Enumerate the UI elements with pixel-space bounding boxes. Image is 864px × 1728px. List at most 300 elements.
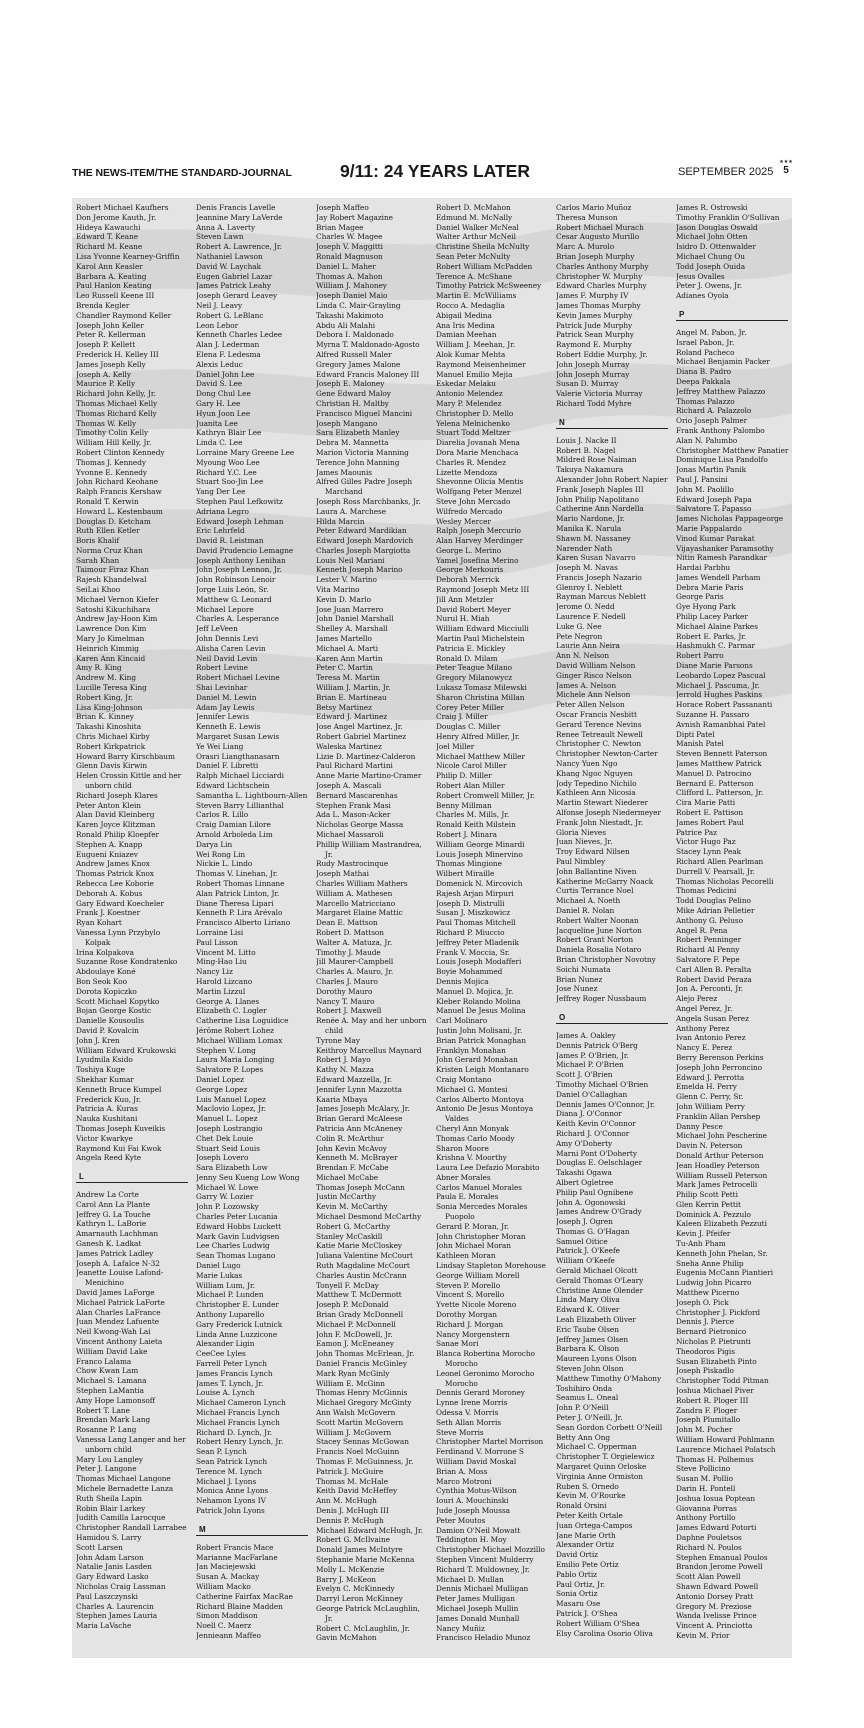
victim-name: George Lopez (196, 1084, 248, 1094)
victim-name: Dennis James O'Connor, Jr. (556, 1099, 655, 1109)
victim-name: John P. Lozowsky (196, 1202, 259, 1212)
victim-name: John Kevin McAvoy (316, 1143, 387, 1153)
victim-name: Timothy Colin Kelly (76, 428, 149, 438)
victim-name: Harold Lizcano (196, 976, 253, 986)
victim-name: Martin Paul Michelstein (436, 634, 525, 644)
victim-name: Deepa Pakkala (676, 376, 731, 386)
victim-name: Paul Laszczynski (76, 1591, 138, 1601)
victim-name: Marie Lukas (196, 1270, 243, 1280)
victim-name: Jacqueline June Norton (556, 925, 642, 935)
victim-name: Stephen Frank Masi (316, 800, 391, 810)
victim-name: Patrice Paz (676, 827, 717, 837)
victim-name: Leobardo Lopez Pascual (676, 670, 766, 680)
victim-name: Sean Peter McNulty (436, 251, 511, 261)
victim-name: Jennifer Lewis (196, 712, 249, 722)
victim-name: Pablo Ortiz (556, 1569, 597, 1579)
victim-name: Phillip William Mastrandrea, (316, 839, 422, 849)
victim-name: Deborah A. Kobus (76, 888, 143, 898)
victim-name: Jose Angel Martinez, Jr. (316, 722, 403, 732)
victim-name: John Richard Keohane (76, 477, 159, 487)
victim-name: Damian Meehan (436, 330, 497, 340)
victim-name: Marni Pont O'Doherty (556, 1148, 637, 1158)
victim-name: Hardai Parbhu (676, 563, 731, 573)
victim-name: Marcello Matricciano (316, 898, 396, 908)
section-rule (556, 428, 668, 429)
victim-name: Jane Marie Orth (556, 1530, 616, 1540)
victim-name: Edward K. Oliver (556, 1305, 620, 1315)
victim-name: William Lum, Jr. (196, 1280, 255, 1290)
victim-name: Joseph O. Pick (676, 1297, 729, 1307)
victim-name: Ralph Joseph Mercurio (436, 526, 521, 536)
victim-name: Edmund M. McNally (436, 212, 513, 222)
victim-name: Alan Harvey Merdinger (436, 536, 524, 546)
victim-name: Thomas J. Kennedy (76, 457, 146, 467)
victim-name: Marc A. Murolo (556, 242, 615, 252)
victim-name: Justin McCarthy (316, 1192, 377, 1202)
victim-name: Dorota Kopiczko (76, 986, 137, 996)
victim-name: Angela Susan Perez (676, 1013, 749, 1023)
victim-name: Michael P. O'Brien (556, 1060, 624, 1070)
victim-name: Manuel D. Patrocino (676, 768, 752, 778)
victim-name: Wei Rong Lin (196, 849, 246, 859)
victim-name: Andrew James Knox (76, 859, 150, 869)
victim-name: Alfred Russell Maler (316, 349, 392, 359)
victim-name: Michael Cameron Lynch (196, 1398, 286, 1408)
victim-name: James Wendell Parham (676, 572, 761, 582)
victim-name: Joshua Iosua Poptean (676, 1493, 756, 1503)
victim-name-continuation: Kolpak (85, 937, 111, 947)
victim-name: Terence John Manning (316, 457, 400, 467)
victim-name: Michael A. Marti (316, 643, 378, 653)
victim-name: Joseph A. Mascali (316, 781, 382, 791)
victim-name: Francisco Heladio Munoz (436, 1633, 531, 1643)
victim-name: Jennifer Lynn Mazzotta (316, 1084, 402, 1094)
victim-name: Jon A. Perconti, Jr. (676, 984, 744, 994)
victim-name: Robert Levine (196, 663, 248, 673)
victim-name: Denis Francis Lavelle (196, 203, 276, 212)
victim-name: Thomas Pedicini (676, 886, 737, 896)
victim-name: Emelda H. Perry (676, 1082, 737, 1092)
victim-name: Betty Ann Ong (556, 1432, 611, 1442)
victim-name: John F. McDowell, Jr. (316, 1329, 393, 1339)
victim-name: Isidro D. Ottenwalder (676, 242, 756, 252)
victim-name: Robert Gabriel Martinez (316, 732, 407, 742)
victim-name: Andrew Jay-Hoon Kim (76, 614, 158, 624)
victim-name: Marion Victoria Manning (316, 447, 409, 457)
victim-name: Kathy N. Mazza (316, 1065, 374, 1075)
victim-name: John Thomas McErlean, Jr. (316, 1349, 415, 1359)
victim-name: Boris Khalif (76, 536, 120, 546)
victim-name: Peter J. Langone (76, 1464, 137, 1474)
victim-name: Peter C. Martin (316, 663, 373, 673)
victim-name: Amy O'Doherty (556, 1138, 613, 1148)
victim-name: George Patrick McLaughlin, (316, 1603, 420, 1613)
victim-name: Gerald Michael Olcott (556, 1266, 638, 1276)
victim-name: Elena F. Ledesma (196, 349, 261, 359)
victim-name: Takashi Ogawa (556, 1168, 612, 1178)
victim-name: Nicholas P. Pietrunti (676, 1337, 751, 1347)
section-rule (196, 1535, 308, 1536)
victim-name: Catherine Ann Nardella (556, 504, 644, 514)
victim-name: Michael C. Opperman (556, 1442, 637, 1452)
victim-name: Jerrold Hughes Paskins (676, 690, 763, 700)
victim-name: Nicole Carol Miller (436, 761, 507, 771)
victim-name: Teddington H. Moy (436, 1535, 507, 1545)
victim-name: Edward J. Perrotta (676, 1072, 745, 1082)
victim-name: Hashmukh C. Parmar (676, 641, 755, 651)
victim-name: Paul Richard Martini (316, 761, 393, 771)
victim-name: Nicholas George Massa (316, 820, 404, 830)
victim-name: Christopher T. Orgielewicz (556, 1452, 655, 1462)
victim-name: Alan David Kleinberg (76, 810, 155, 820)
victim-name: James Patrick Ladley (76, 1248, 154, 1258)
victim-name: Edward Charles Murphy (556, 281, 647, 291)
victim-name: Scott Michael Kopytko (76, 996, 160, 1006)
victim-name: Shawn Edward Powell (676, 1581, 759, 1591)
victim-name: Peter Keith Ortale (556, 1511, 623, 1520)
victim-name: Kevin D. Marlo (316, 594, 371, 604)
victim-name: Teresa M. Martin (316, 673, 380, 683)
victim-name: Gene Edward Maloy (316, 389, 391, 399)
victim-name: Michael Joseph Mullin (436, 1603, 519, 1613)
victim-name: Cesar Augusto Murillo (556, 232, 640, 242)
victim-name: Kenneth E. Lewis (196, 722, 261, 732)
victim-name: Richard J. Morgan (436, 1319, 504, 1329)
victim-name: Michael P. McDonnell (316, 1319, 396, 1329)
victim-name: Hamidou S. Larry (76, 1532, 142, 1542)
victim-name: Richard Y.C. Lee (196, 467, 257, 477)
victim-name: Alan N. Palumbo (676, 435, 738, 445)
victim-name: Neil Kwong-Wah Lai (76, 1327, 151, 1337)
victim-name: Raymond Joseph Metz III (436, 585, 530, 595)
victim-name: Natalie Janis Lasden (76, 1562, 152, 1572)
victim-name: Glenroy I. Neblett (556, 582, 623, 592)
victim-name: Rajesh Khandelwal (76, 575, 147, 585)
section-header-m (196, 1516, 310, 1543)
victim-name: Michael W. Lowe (196, 1182, 259, 1192)
victim-name: Michele Ann Nelson (556, 690, 631, 700)
victim-name: Michael McCabe (316, 1172, 379, 1182)
victim-name: Nehamon Lyons IV (196, 1496, 266, 1506)
victim-name: Robert Henry Lynch, Jr. (196, 1437, 284, 1447)
victim-name-continuation: Marchand (325, 487, 363, 497)
victim-name: Joseph Anthony Lenihan (196, 555, 286, 565)
victim-name: Vincent S. Morello (436, 1290, 505, 1300)
victim-name: James Joseph McAlary, Jr. (316, 1104, 410, 1114)
victim-name: Leonel Geronimo Morocho (436, 1368, 535, 1378)
victim-name: Carlos R. Lillo (196, 810, 249, 820)
victim-name: Timothy Patrick McSweeney (436, 281, 542, 291)
victim-name: Robert Clinton Kennedy (76, 447, 165, 457)
victim-name: Howard L. Kestenbaum (76, 506, 163, 516)
victim-name: Kevin M. Prior (676, 1630, 730, 1640)
victim-name: Nancy E. Perez (676, 1043, 733, 1053)
victim-name: Joshua Michael Piver (676, 1386, 754, 1396)
page-number-box (778, 160, 794, 176)
victim-name: Sara Elizabeth Low (196, 1163, 268, 1173)
victim-name: Richard Blaine Madden (196, 1601, 283, 1611)
victim-name: Terence A. McShane (436, 271, 512, 281)
victim-name: Luis Manuel Lopez (196, 1094, 266, 1104)
victim-name: Frank John Niestadt, Jr. (556, 817, 643, 827)
victim-name: Karen Susan Navarro (556, 553, 636, 563)
victim-name: Renee Tetreault Newell (556, 729, 643, 739)
victim-name: Gary H. Lee (196, 398, 241, 408)
victim-name: Joseph John Perroncino (676, 1062, 763, 1072)
victim-name: Franklyn Monahan (436, 1045, 506, 1055)
issue-date: SEPTEMBER 2025 (678, 166, 774, 178)
victim-name: Krishna V. Moorthy (436, 1153, 507, 1163)
victim-name: Robert Michael Murach (556, 222, 644, 232)
victim-name: Steven Lawn (196, 232, 244, 242)
victim-name: George Merkouris (436, 565, 504, 575)
victim-name: Christopher D. Mello (436, 408, 514, 418)
victim-name: Robert C. McLaughlin, Jr. (316, 1623, 410, 1633)
victim-name: Christopher Martel Morrison (436, 1437, 544, 1447)
victim-name: Ginger Risco Nelson (556, 670, 632, 680)
victim-name: Taimour Firaz Khan (76, 565, 149, 575)
victim-name: Brandon Jerome Powell (676, 1562, 763, 1572)
victim-name: Brian Gerard McAleese (316, 1114, 403, 1124)
victim-name: Maureen Lyons Olson (556, 1354, 637, 1364)
victim-name: William E. McGinn (316, 1378, 385, 1388)
victim-name: Frederick H. Kelley III (76, 349, 159, 359)
victim-name: Colin R. McArthur (316, 1133, 384, 1143)
victim-name: Stephen Vincent Mulderry (436, 1554, 534, 1564)
victim-name: Lester V. Marino (316, 575, 377, 585)
victim-name: Stephen James Lauria (76, 1611, 158, 1621)
victim-name: Judith Camilla Larocque (76, 1513, 166, 1523)
victim-name: Stephen LaMantia (76, 1386, 144, 1396)
victim-name: Robert J. Mayo (316, 1055, 371, 1065)
victim-name: Jill Ann Metzler (436, 594, 494, 604)
victim-name: Alejo Perez (676, 994, 718, 1004)
victim-name: Robert Michael Levine (196, 673, 280, 683)
victim-name: Michael G. Montesi (436, 1084, 508, 1094)
victim-name: Lisa Yvonne Kearney-Griffin (76, 251, 180, 261)
victim-name: Matthew Timothy O'Mahony (556, 1373, 662, 1383)
victim-name: Suzanne Rose Kondratenko (76, 957, 178, 967)
victim-name: Lynne Irene Morris (436, 1398, 508, 1408)
victim-name: Francisco Alberto Liriano (196, 918, 291, 928)
name-column-4 (436, 203, 550, 1643)
victim-name: Martin Stewart Niederer (556, 798, 648, 808)
victim-name: Laurence F. Nedell (556, 612, 626, 622)
victim-name: Betsy Martinez (316, 702, 372, 712)
victim-name: Kathleen Moran (436, 1251, 496, 1261)
victim-name: Barbara K. Olson (556, 1344, 620, 1354)
victim-name: Robert J. Minara (436, 830, 497, 839)
victim-name: Benny Millman (436, 800, 492, 810)
victim-name: Craig Damian Lilore (196, 820, 271, 830)
victim-name: Matthew T. McDermott (316, 1290, 402, 1300)
victim-name: Timothy Franklin O'Sullivan (676, 212, 780, 222)
victim-name: Joseph Lostrangio (196, 1123, 263, 1133)
victim-name: Michael P. Lunden (196, 1290, 264, 1300)
victim-name: Charles Peter Lucania (196, 1212, 278, 1222)
victim-name: Daphne Pouletsos (676, 1532, 742, 1542)
victim-name: Raymond Meisenheimer (436, 359, 526, 369)
victim-name-continuation: Puopolo (445, 1212, 475, 1222)
victim-name: Chet Dek Louie (196, 1133, 254, 1143)
victim-name: Charles J. Mauro (316, 976, 378, 986)
victim-name: Peter J. O'Neill, Jr. (556, 1413, 623, 1423)
victim-name: Kaleen Elizabeth Pezzuti (676, 1219, 767, 1229)
victim-name: Jonas Martin Panik (676, 465, 746, 475)
victim-name: Robin Blair Larkey (76, 1503, 146, 1513)
victim-name: Franklin Allan Pershep (676, 1111, 761, 1121)
victim-name: William David Lake (76, 1346, 148, 1356)
victim-name: Vijayashanker Paramsothy (676, 543, 774, 553)
victim-name: Lukasz Tomasz Milewski (436, 683, 527, 693)
victim-name: Adriana Legro (196, 506, 249, 516)
victim-name: Mike Adrian Pelletier (676, 905, 755, 915)
victim-name: Salvatore P. Lopes (196, 1065, 264, 1075)
victim-name: James Joseph Kelly (76, 359, 146, 369)
name-column-6 (676, 203, 790, 1641)
victim-name: Manuel Emilio Mejia (436, 369, 513, 379)
victim-name: Thomas H. Polhemus (676, 1454, 754, 1464)
victim-name: Howard Barry Kirschbaum (76, 751, 175, 761)
victim-name: Juan Nieves, Jr. (556, 837, 613, 847)
victim-name: Louis Joseph Modafferi (436, 957, 522, 967)
victim-name: Richard Joseph Klares (76, 790, 158, 800)
victim-name: Louis Neil Mariani (316, 555, 385, 565)
victim-name: Helen Crossin Kittle and her (76, 771, 182, 781)
victim-name: William A. Mathesen (316, 888, 393, 898)
victim-name: Renée A. May and her unborn (316, 1016, 427, 1026)
memorial-names-panel (72, 198, 792, 1658)
victim-name: Angel Perez, Jr. (676, 1003, 733, 1013)
victim-name: Gregory M. Preziose (676, 1601, 752, 1611)
victim-name: Robert Francis Mace (196, 1542, 274, 1552)
victim-name: Henry Alfred Miller, Jr. (436, 732, 520, 742)
victim-name: Alok Kumar Mehta (436, 349, 506, 359)
victim-name: Thomas F. McGuinness, Jr. (316, 1457, 414, 1466)
victim-name: Roland Pacheco (676, 347, 735, 357)
victim-name: Philip Paul Ognibene (556, 1187, 634, 1197)
victim-name: Patricia Ann McAneney (316, 1123, 403, 1133)
victim-name: Anthony Portillo (676, 1513, 736, 1523)
victim-name: Ralph Francis Kershaw (76, 487, 162, 497)
section-rule (556, 1023, 668, 1024)
victim-name: James T. Lynch, Jr. (196, 1378, 264, 1388)
victim-name: Danny Pesce (676, 1121, 723, 1131)
victim-name: Albert Ogletree (556, 1177, 614, 1187)
victim-name: Robert Kirkpatrick (76, 741, 146, 751)
victim-name: Margaret Quinn Orloske (556, 1462, 647, 1472)
section-rule (76, 1182, 188, 1183)
victim-name: Bernard Mascarenhas (316, 790, 398, 800)
victim-name: Nauka Kushitani (76, 1114, 138, 1124)
victim-name: Christopher Matthew Panatier (676, 445, 789, 455)
victim-name: Kevin J. Pfeifer (676, 1229, 731, 1239)
victim-name: Gary Frederick Lutnick (196, 1319, 283, 1329)
victim-name: John Gerard Monahan (436, 1055, 518, 1065)
victim-name: Vincent M. Litto (196, 947, 256, 957)
victim-name: Alexis Leduc (196, 359, 243, 369)
victim-name: Francis Joseph Nazario (556, 572, 642, 582)
victim-name: Bernard Pietronico (676, 1327, 747, 1337)
victim-name: Peter Teague Milano (436, 663, 513, 673)
victim-name: Kevin M. O'Rourke (556, 1491, 626, 1501)
victim-name: Peter Anton Klein (76, 800, 141, 810)
victim-name: Timothy Michael O'Brien (556, 1079, 649, 1089)
victim-name: Paul Thomas Mitchell (436, 918, 516, 928)
victim-name: Charles Austin McCrann (316, 1270, 407, 1280)
victim-name: Dipti Patel (676, 729, 715, 739)
victim-name: Jenny Seu Kueng Low Wong (196, 1172, 300, 1182)
victim-name: Steven Bennett Paterson (676, 749, 768, 759)
victim-name: Charles William Mathers (316, 878, 408, 888)
victim-name: Mark Ryan McGinly (316, 1368, 390, 1378)
victim-name: Kathleen Ann Nicosia (556, 788, 636, 798)
victim-name: Amarnauth Lachhman (76, 1229, 159, 1239)
victim-name: John Christopher Moran (436, 1231, 526, 1241)
victim-name: Glenn C. Perry, Sr. (676, 1092, 744, 1102)
victim-name: John M. Paolillo (676, 484, 734, 494)
victim-name: James F. Murphy IV (556, 291, 629, 301)
victim-name: James Matthew Patrick (676, 759, 762, 769)
victim-name: Linda C. Mair-Grayling (316, 300, 401, 310)
victim-name: Margaret Elaine Mattic (316, 908, 403, 918)
victim-name: Sean P. Lynch (196, 1447, 247, 1457)
victim-name: Laurence Michael Polatsch (676, 1444, 776, 1454)
victim-name: Mark James Petrocelli (676, 1180, 758, 1190)
victim-name: Robert A. Lawrence, Jr. (196, 242, 282, 252)
section-header-o (556, 1004, 670, 1031)
victim-name: Edward J. Martinez (316, 712, 388, 722)
section-letter: L (79, 1172, 84, 1182)
victim-name: Lawrence Don Kim (76, 624, 147, 634)
victim-name: Thomas Carlo Moody (436, 1133, 515, 1143)
victim-name: Gerard P. Moran, Jr. (436, 1221, 509, 1231)
victim-name: Molly L. McKenzie (316, 1564, 385, 1574)
victim-name: Dean E. Mattson (316, 918, 378, 928)
victim-name: Shekhar Kumar (76, 1074, 134, 1084)
victim-name: Noell C. Maerz (196, 1621, 252, 1631)
victim-name: Oscar Francis Nesbitt (556, 710, 637, 720)
victim-name: Jeffrey Roger Nussbaum (556, 994, 647, 1004)
victim-name: Ferdinand V. Morrone S (436, 1447, 524, 1457)
victim-name: Jeffrey Peter Mladenik (436, 937, 519, 947)
victim-name: Lee Charles Ludwig (196, 1241, 270, 1251)
victim-name: William J. Meehan, Jr. (436, 340, 516, 350)
victim-name: Sanae Mori (436, 1339, 479, 1349)
victim-name: Todd Douglas Pelino (676, 896, 751, 906)
victim-name: Emilio Pete Ortiz (556, 1559, 619, 1569)
victim-name: Edward Joseph Lehman (196, 516, 284, 526)
victim-name: Manika K. Narula (556, 523, 622, 533)
victim-name: Karen Ann Martin (316, 653, 383, 663)
victim-name: Carl Allen B. Peralta (676, 964, 752, 974)
victim-name: Luke G. Nee (556, 621, 602, 631)
victim-name: Irina Kolpakova (76, 947, 134, 957)
victim-name: Christian H. Maltby (316, 398, 389, 408)
victim-name: Charles Joseph Margiotta (316, 545, 411, 555)
victim-name: Edward Hobbs Luckett (196, 1221, 282, 1231)
victim-name: Nancy T. Mauro (316, 996, 375, 1006)
victim-name: Tonyell F. McDay (316, 1280, 379, 1290)
victim-name: Garry W. Lozier (196, 1192, 254, 1202)
victim-name: Brenda Kegler (76, 300, 130, 310)
victim-name: Angel R. Pena (676, 925, 728, 935)
victim-name: Diane Marie Parsons (676, 661, 753, 671)
victim-name: Brian Christopher Novotny (556, 954, 656, 964)
victim-name: Nancy Liz (196, 967, 233, 977)
victim-name: Robert D. Mattson (316, 927, 384, 937)
victim-name: Eamon J. McEneaney (316, 1339, 395, 1349)
